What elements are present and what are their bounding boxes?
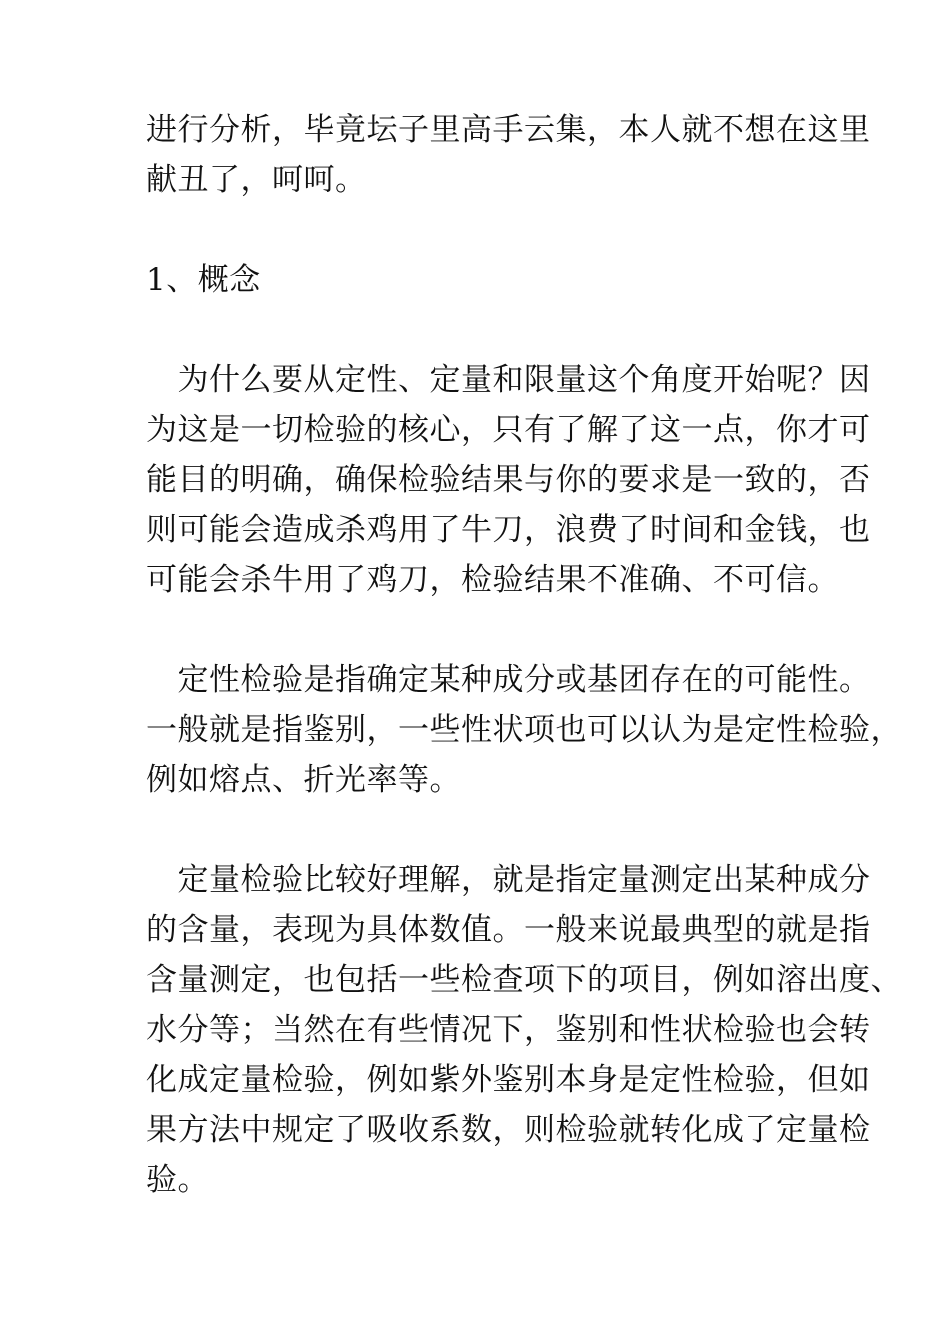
text-line: 则可能会造成杀鸡用了牛刀，浪费了时间和金钱，也 [146, 512, 871, 548]
text-line: 的含量，表现为具体数值。一般来说最典型的就是指 [146, 912, 871, 948]
text-line: 含量测定，也包括一些检查项下的项目，例如溶出度、 [146, 962, 902, 998]
text-line: 进行分析，毕竟坛子里高手云集，本人就不想在这里 [146, 112, 871, 148]
text-line: 定量检验比较好理解，就是指定量测定出某种成分 [146, 862, 871, 898]
text-line: 为这是一切检验的核心，只有了解了这一点，你才可 [146, 412, 871, 448]
text-line: 可能会杀牛用了鸡刀，检验结果不准确、不可信。 [146, 562, 839, 598]
text-line: 能目的明确，确保检验结果与你的要求是一致的，否 [146, 462, 871, 498]
text-line: 化成定量检验，例如紫外鉴别本身是定性检验，但如 [146, 1062, 871, 1098]
text-line: 果方法中规定了吸收系数，则检验就转化成了定量检 [146, 1112, 871, 1148]
text-line: 为什么要从定性、定量和限量这个角度开始呢？因 [146, 362, 871, 398]
text-line: 验。 [146, 1162, 209, 1198]
text-line: 献丑了，呵呵。 [146, 162, 367, 198]
text-line: 定性检验是指确定某种成分或基团存在的可能性。 [146, 662, 871, 698]
text-line: 例如熔点、折光率等。 [146, 762, 461, 798]
text-line: 水分等；当然在有些情况下，鉴别和性状检验也会转 [146, 1012, 871, 1048]
text-line: 一般就是指鉴别，一些性状项也可以认为是定性检验， [146, 712, 902, 748]
section-heading: 1、概念 [146, 262, 261, 298]
